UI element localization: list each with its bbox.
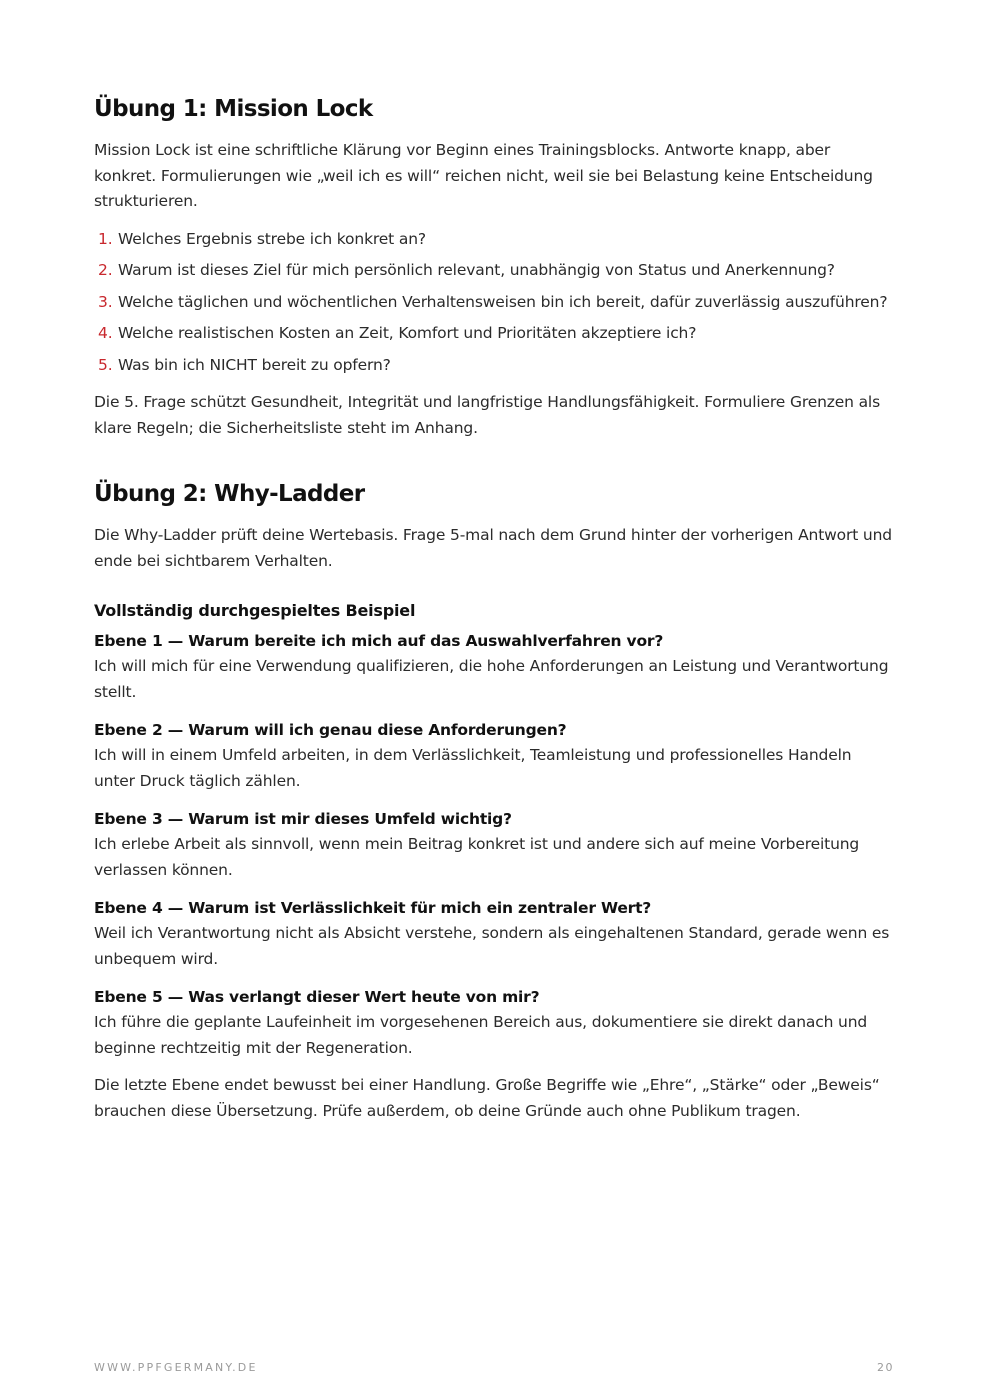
level-answer: Ich will mich für eine Verwendung qualifizieren, die hohe Anforderungen an Leistung und Verantwortung stellt.	[94, 657, 889, 701]
section-outro: Die letzte Ebene endet bewusst bei einer Handlung. Große Begriffe wie „Ehre“, „Stärke“ oder „Beweis“ brauchen diese Übersetzung. Prüfe außerdem, ob deine Gründe auch ohne Publikum tragen.	[94, 1076, 880, 1120]
level-answer: Weil ich Verantwortung nicht als Absicht verstehe, sondern als eingehaltenen Standard, gerade wenn es unbequem wird.	[94, 924, 890, 968]
ladder-level	[94, 984, 894, 1061]
list-item	[98, 258, 894, 284]
section-title-mission-lock: Übung 1: Mission Lock	[94, 96, 373, 122]
list-item	[98, 290, 894, 316]
list-item	[98, 353, 894, 379]
list-number: 5.	[98, 355, 113, 374]
footer-url[interactable]: WWW.PPFGERMANY.DE	[94, 1361, 258, 1374]
page-number: 20	[877, 1361, 894, 1374]
level-question: Ebene 4 — Warum ist Verlässlichkeit für mich ein zentraler Wert?	[94, 899, 652, 917]
list-item	[98, 227, 894, 253]
list-number: 4.	[98, 324, 113, 342]
level-answer: Ich führe die geplante Laufeinheit im vorgesehenen Bereich aus, dokumentiere sie direkt danach und beginne rechtzeitig mit der Regeneration.	[94, 1013, 868, 1057]
ladder-level	[94, 628, 894, 705]
section-intro: Mission Lock ist eine schriftliche Klärung vor Beginn eines Trainingsblocks. Antworte knapp, aber konkret. Formulierungen wie „weil ich es will“ reichen nicht, weil sie bei Belastung keine Entscheidung strukturieren.	[94, 141, 873, 210]
list-item	[98, 321, 894, 347]
question-list	[94, 227, 894, 379]
level-question: Ebene 3 — Warum ist mir dieses Umfeld wichtig?	[94, 810, 512, 828]
list-item-text: Welches Ergebnis strebe ich konkret an?	[118, 229, 426, 248]
ladder-level	[94, 806, 894, 883]
page-content	[94, 92, 894, 1124]
section-title-why-ladder: Übung 2: Why-Ladder	[94, 481, 365, 507]
level-answer: Ich will in einem Umfeld arbeiten, in dem Verlässlichkeit, Teamleistung und professionelles Handeln unter Druck täglich zählen.	[94, 746, 852, 790]
list-number: 1.	[98, 229, 113, 248]
list-item-text: Was bin ich NICHT bereit zu opfern?	[118, 355, 391, 374]
section-spacer	[94, 441, 894, 477]
section-intro: Die Why-Ladder prüft deine Wertebasis. Frage 5-mal nach dem Grund hinter der vorherigen Antwort und ende bei sichtbarem Verhalten.	[94, 526, 892, 570]
list-number: 2.	[98, 261, 113, 279]
section-outro: Die 5. Frage schützt Gesundheit, Integrität und langfristige Handlungsfähigkeit. Formuliere Grenzen als klare Regeln; die Sicherheitsliste steht im Anhang.	[94, 393, 881, 437]
ladder-level	[94, 717, 894, 794]
example-heading: Vollständig durchgespieltes Beispiel	[94, 601, 416, 620]
level-question: Ebene 1 — Warum bereite ich mich auf das Auswahlverfahren vor?	[94, 632, 664, 650]
list-number: 3.	[98, 292, 113, 311]
list-item-text: Warum ist dieses Ziel für mich persönlich relevant, unabhängig von Status und Anerkennung?	[118, 261, 835, 279]
ladder-level	[94, 895, 894, 972]
level-question: Ebene 5 — Was verlangt dieser Wert heute von mir?	[94, 988, 540, 1006]
level-answer: Ich erlebe Arbeit als sinnvoll, wenn mein Beitrag konkret ist und andere sich auf meine Vorbereitung verlassen können.	[94, 835, 860, 879]
level-question: Ebene 2 — Warum will ich genau diese Anforderungen?	[94, 721, 567, 739]
list-item-text: Welche täglichen und wöchentlichen Verhaltensweisen bin ich bereit, dafür zuverlässig auszuführen?	[118, 292, 888, 311]
list-item-text: Welche realistischen Kosten an Zeit, Komfort und Prioritäten akzeptiere ich?	[118, 324, 697, 342]
